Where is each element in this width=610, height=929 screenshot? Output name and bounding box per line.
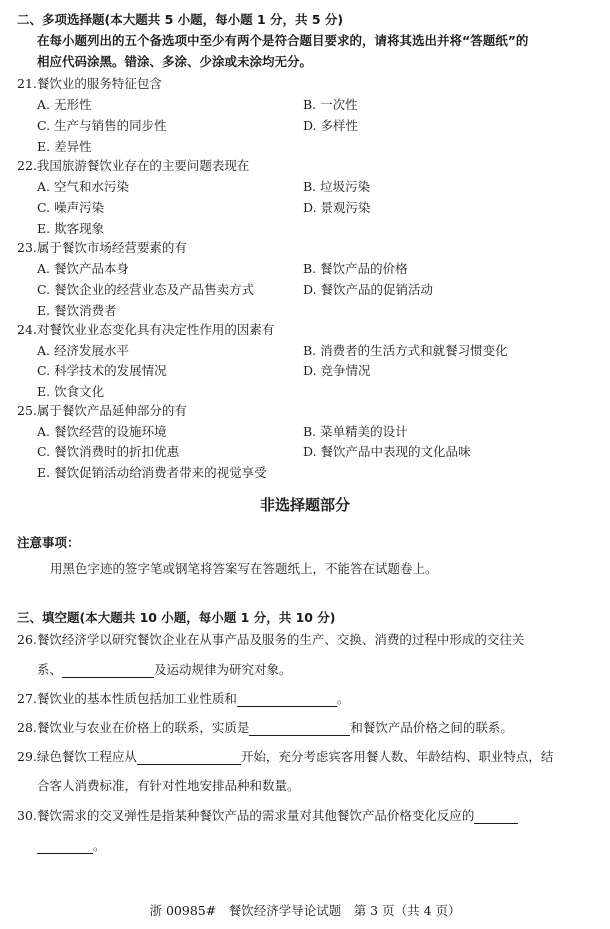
- option-d: D. 多样性: [303, 118, 359, 133]
- question-29-blank: [137, 751, 241, 765]
- option-c: C. 科学技术的发展情况: [37, 363, 167, 378]
- question-28-blank: [249, 722, 350, 736]
- option-d: D. 景观污染: [303, 200, 371, 215]
- option-d: D. 餐饮产品中表现的文化品味: [303, 444, 471, 459]
- option-e: E. 差异性: [37, 139, 92, 154]
- question-28-text-a: 28.餐饮业与农业在价格上的联系，实质是: [17, 720, 250, 735]
- notice-text: 用黑色字迹的签字笔或钢笔将答案写在答题纸上，不能答在试题卷上。: [50, 561, 438, 576]
- option-d: D. 餐饮产品的促销活动: [303, 282, 434, 297]
- question-29-text-a: 29.绿色餐饮工程应从: [17, 749, 137, 764]
- question-27-blank: [237, 693, 337, 707]
- option-b: B. 消费者的生活方式和就餐习惯变化: [303, 343, 508, 358]
- option-a: A. 经济发展水平: [37, 343, 129, 358]
- option-e: E. 饮食文化: [37, 384, 105, 399]
- option-b: B. 垃圾污染: [303, 179, 371, 194]
- question-27-text-b: 。: [336, 691, 350, 706]
- option-c: C. 噪声污染: [37, 200, 105, 215]
- option-e: E. 餐饮消费者: [37, 303, 117, 318]
- question-29-line-2: 合客人消费标准，有针对性地安排品种和数量。: [37, 778, 300, 793]
- question-28-text-b: 和餐饮产品价格之间的联系。: [350, 720, 513, 735]
- question-30-blank-b: [37, 840, 93, 854]
- section-3-heading: 三、填空题(本大题共 10 小题，每小题 1 分，共 10 分): [17, 610, 336, 625]
- option-e: E. 餐饮促销活动给消费者带来的视觉享受: [37, 465, 267, 480]
- question-30-end: 。: [93, 838, 106, 853]
- question-26-line-2: [37, 660, 292, 678]
- question-29-text-b: 开始，充分考虑宾客用餐人数、年龄结构、职业特点，结: [240, 749, 554, 764]
- part-title: 非选择题部分: [259, 496, 350, 514]
- option-d: D. 竞争情况: [303, 363, 371, 378]
- question-stem: 23.属于餐饮市场经营要素的有: [17, 240, 187, 255]
- option-b: B. 餐饮产品的价格: [303, 261, 408, 276]
- question-29-line-1: [17, 747, 553, 765]
- question-28: [17, 718, 513, 736]
- question-26-text-b: 及运动规律为研究对象。: [154, 662, 292, 677]
- option-c: C. 餐饮消费时的折扣优惠: [37, 444, 180, 459]
- question-stem: 22.我国旅游餐饮业存在的主要问题表现在: [17, 158, 250, 173]
- option-c: C. 餐饮企业的经营业态及产品售卖方式: [37, 282, 255, 297]
- option-e: E. 欺客现象: [37, 221, 105, 236]
- option-c: C. 生产与销售的同步性: [37, 118, 167, 133]
- section-2-instruction-line-2: 相应代码涂黑。错涂、多涂、少涂或未涂均无分。: [37, 54, 313, 69]
- question-30-text: 30.餐饮需求的交叉弹性是指某种餐饮产品的需求量对其他餐饮产品价格变化反应的: [17, 808, 475, 823]
- option-b: B. 菜单精美的设计: [303, 424, 408, 439]
- question-stem: 25.属于餐饮产品延伸部分的有: [17, 403, 187, 418]
- section-2-heading: 二、多项选择题(本大题共 5 小题，每小题 1 分，共 5 分): [17, 12, 344, 27]
- question-stem: 21.餐饮业的服务特征包含: [17, 76, 162, 91]
- question-30-line-1: [17, 806, 518, 824]
- notice-heading: 注意事项：: [17, 535, 80, 550]
- option-a: A. 餐饮经营的设施环境: [37, 424, 167, 439]
- option-a: A. 空气和水污染: [37, 179, 129, 194]
- question-27-text-a: 27.餐饮业的基本性质包括加工业性质和: [17, 691, 237, 706]
- question-26-text-a: 系、: [37, 662, 63, 677]
- question-26-line-1: 26.餐饮经济学以研究餐饮企业在从事产品及服务的生产、交换、消费的过程中形成的交往关: [17, 632, 525, 647]
- question-27: [17, 689, 349, 707]
- option-b: B. 一次性: [303, 97, 358, 112]
- option-a: A. 无形性: [37, 97, 92, 112]
- question-stem: 24.对餐饮业业态变化具有决定性作用的因素有: [17, 322, 275, 337]
- page-footer: 浙 00985# 餐饮经济学导论试题 第 3 页（共 4 页）: [149, 903, 461, 918]
- question-30-line-2: [37, 836, 106, 854]
- question-30-blank-a: [474, 810, 518, 824]
- section-2-instruction-line-1: 在每小题列出的五个备选项中至少有两个是符合题目要求的，请将其选出并将“答题纸”的: [37, 33, 529, 48]
- question-26-blank: [62, 664, 154, 678]
- option-a: A. 餐饮产品本身: [37, 261, 129, 276]
